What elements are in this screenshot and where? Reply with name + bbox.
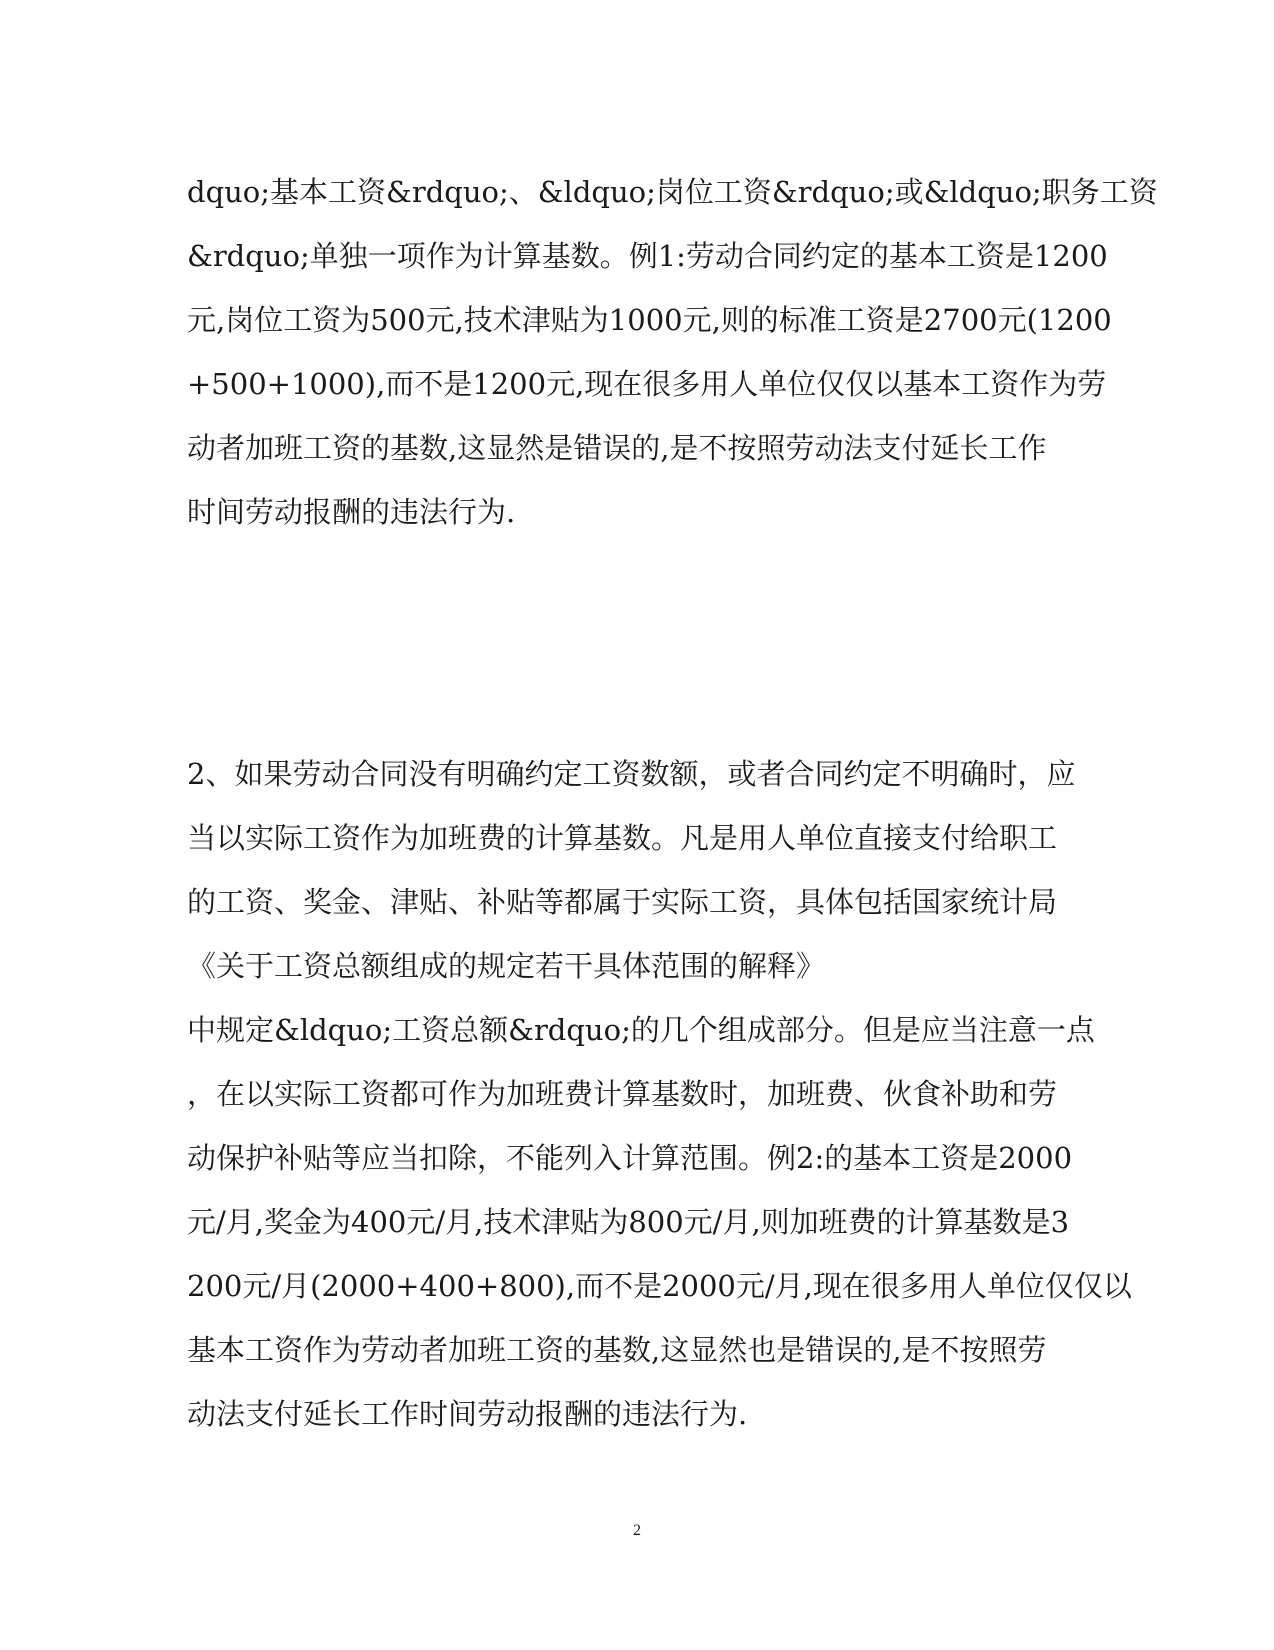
text-line: 元,岗位工资为500元,技术津贴为1000元,则的标准工资是2700元(1200	[187, 303, 1112, 337]
paragraph-2	[187, 742, 1132, 1446]
text-line: 当以实际工资作为加班费的计算基数。凡是用人单位直接支付给职工	[187, 821, 1058, 855]
text-line: 动法支付延长工作时间劳动报酬的违法行为.	[187, 1397, 748, 1431]
text-line: &rdquo;单独一项作为计算基数。例1:劳动合同约定的基本工资是1200	[187, 239, 1108, 273]
text-line: 200元/月(2000+400+800),而不是2000元/月,现在很多用人单位仅仅以	[187, 1269, 1132, 1303]
text-line: +500+1000),而不是1200元,现在很多用人单位仅仅以基本工资作为劳	[187, 367, 1107, 401]
text-line: dquo;基本工资&rdquo;、&ldquo;岗位工资&rdquo;或&ldquo;职务工资	[187, 175, 1158, 209]
page-number: 2	[633, 1522, 641, 1539]
text-line: 时间劳动报酬的违法行为.	[187, 495, 516, 529]
paragraph-1	[187, 160, 1158, 544]
text-line: 《关于工资总额组成的规定若干具体范围的解释》	[187, 949, 826, 983]
text-line: 元/月,奖金为400元/月,技术津贴为800元/月,则加班费的计算基数是3	[187, 1205, 1070, 1239]
text-line: 的工资、奖金、津贴、补贴等都属于实际工资，具体包括国家统计局	[187, 885, 1058, 919]
text-line: 基本工资作为劳动者加班工资的基数,这显然也是错误的,是不按照劳	[187, 1333, 1047, 1367]
text-line: 中规定&ldquo;工资总额&rdquo;的几个组成部分。但是应当注意一点	[187, 1013, 1095, 1047]
text-line: ，在以实际工资都可作为加班费计算基数时，加班费、伙食补助和劳	[187, 1077, 1058, 1111]
text-line: 2、如果劳动合同没有明确约定工资数额，或者合同约定不明确时，应	[187, 757, 1076, 791]
text-line: 动者加班工资的基数,这显然是错误的,是不按照劳动法支付延长工作	[187, 431, 1047, 465]
text-line: 动保护补贴等应当扣除，不能列入计算范围。例2:的基本工资是2000	[187, 1141, 1073, 1175]
